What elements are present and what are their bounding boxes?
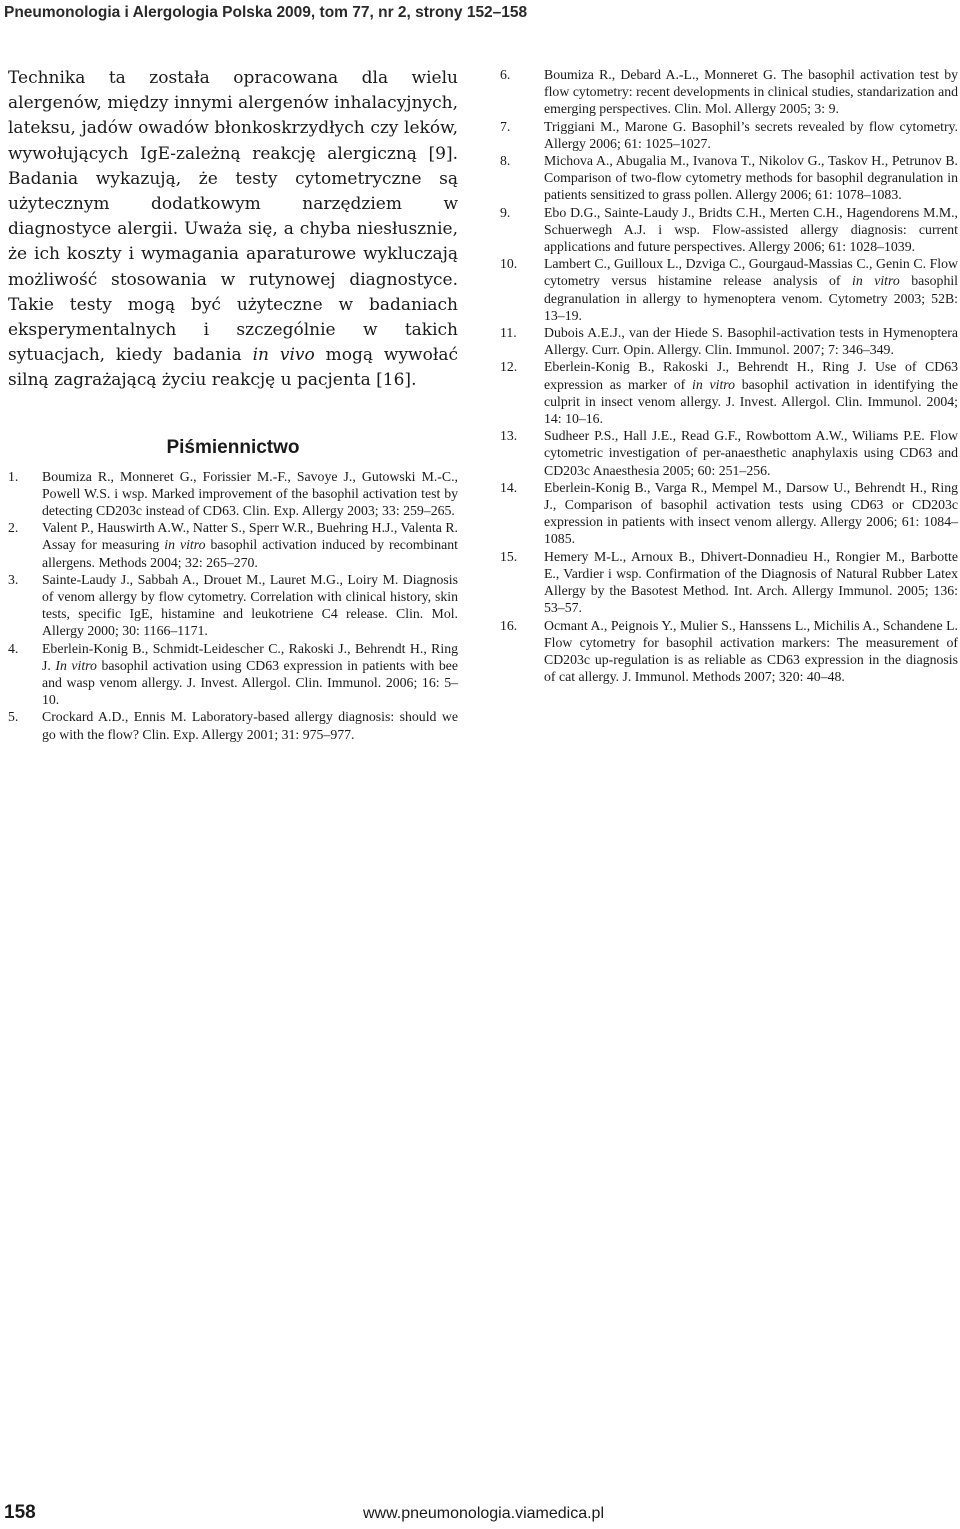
reference-item: [500, 204, 958, 256]
italic-term: in vitro: [852, 273, 900, 289]
reference-text: Boumiza R., Monneret G., Forissier M.-F., Savoye J., Gutowski M.-C., Powell W.S. i wsp. Marked improvement of the basophil activation test by detecting CD203c instead of CD63. Clin. Exp. Allergy 2003; 33: 259–265.: [42, 468, 458, 519]
right-column: [500, 66, 958, 685]
italic-term: In vitro: [55, 657, 97, 673]
reference-item: [8, 468, 458, 520]
reference-item: [500, 324, 958, 358]
reference-item: [8, 708, 458, 742]
reference-text: Hemery M-L., Arnoux B., Dhivert-Donnadieu H., Rongier M., Barbotte E., Vardier i wsp. Confirmation of the Diagnosis of Natural Rubber Latex Allergy by the Basotest Method. Int. Arch. Allergy Immunol. 2005; 136: 53–57.: [544, 548, 958, 616]
reference-item: [500, 427, 958, 479]
reference-text: Eberlein-Konig B., Varga R., Mempel M., Darsow U., Behrendt H., Ring J., Comparison of basophil activation tests using CD63 or CD203c expression in patients with insect venom allergy. Allergy 2006; 61: 1084–1085.: [544, 479, 958, 547]
reference-number: 9.: [500, 204, 511, 220]
reference-number: 3.: [8, 571, 19, 587]
reference-text: Dubois A.E.J., van der Hiede S. Basophil-activation tests in Hymenoptera Allergy. Curr. Opin. Allergy. Clin. Immunol. 2007; 7: 346–349.: [544, 325, 958, 358]
body-paragraph-italic: in vivo: [252, 345, 315, 366]
reference-number: 7.: [500, 118, 511, 134]
reference-number: 15.: [500, 548, 518, 564]
left-column: [8, 66, 458, 743]
reference-number: 8.: [500, 153, 511, 169]
reference-number: 10.: [500, 256, 518, 272]
body-paragraph: [8, 66, 458, 394]
reference-number: 16.: [500, 617, 518, 633]
reference-text: Sudheer P.S., Hall J.E., Read G.F., Rowbottom A.W., Wiliams P.E. Flow cytometric investigation of per-anaesthetic anaphylaxis using CD63 and CD203c Anaesthesia 2005; 60: 251–256.: [544, 428, 958, 478]
references-heading: Piśmiennictwo: [166, 436, 300, 458]
reference-number: 5.: [8, 709, 19, 725]
reference-item: [8, 519, 458, 571]
reference-text: Valent P., Hauswirth A.W., Natter S., Sperr W.R., Buehring H.J., Valenta R. Assay for measuring in vitro basophil activation induced by recombinant allergens. Methods 2004; 32: 265–270.: [42, 520, 458, 570]
reference-text: Ocmant A., Peignois Y., Mulier S., Hanssens L., Michilis A., Schandene L. Flow cytometry for basophil activation markers: The measurement of CD203c up-regulation is as reliable as CD63 expression in the diagnosis of cat allergy. J. Immunol. Methods 2007; 320: 40–48.: [544, 617, 958, 685]
reference-text: Crockard A.D., Ennis M. Laboratory-based allergy diagnosis: should we go with the flow? Clin. Exp. Allergy 2001; 31: 975–977.: [42, 709, 458, 742]
reference-item: [500, 152, 958, 204]
body-paragraph-end: mogą wywołać silną zagrażającą życiu reakcję u pacjenta [16].: [8, 345, 458, 391]
journal-url: www.pneumonologia.viamedica.pl: [362, 1505, 604, 1522]
reference-number: 4.: [8, 640, 19, 656]
page-number: 158: [4, 1502, 36, 1523]
reference-item: [500, 617, 958, 686]
reference-text: Sainte-Laudy J., Sabbah A., Drouet M., Lauret M.G., Loiry M. Diagnosis of venom allergy by flow cytometry. Correlation with clinical history, skin tests, specific IgE, histamine and leukotriene C4 release. Clin. Mol. Allergy 2000; 30: 1166–1171.: [42, 571, 458, 639]
reference-number: 13.: [500, 428, 518, 444]
reference-number: 2.: [8, 520, 19, 536]
reference-text: Boumiza R., Debard A.-L., Monneret G. The basophil activation test by flow cytometry: recent developments in clinical studies, standarization and emerging perspectives. Clin. Mol. Allergy 2005; 3: 9.: [544, 67, 958, 117]
reference-item: [8, 571, 458, 640]
reference-item: [500, 118, 958, 152]
italic-term: in vitro: [164, 537, 206, 553]
reference-text: Ebo D.G., Sainte-Laudy J., Bridts C.H., Merten C.H., Hagendorens M.M., Schuerwegh A.J. i wsp. Flow-assisted allergy diagnosis: current applications and future perspectives. Allergy 2006; 61: 1028–1039.: [544, 204, 958, 255]
reference-number: 14.: [500, 479, 518, 495]
reference-text: Michova A., Abugalia M., Ivanova T., Nikolov G., Taskov H., Petrunov B. Comparison of two-flow cytometry methods for basophil degranulation in patients sensitized to grass pollen. Allergy 2006; 61: 1078–1083.: [544, 153, 958, 203]
reference-item: [500, 479, 958, 548]
reference-number: 12.: [500, 359, 518, 375]
reference-number: 6.: [500, 67, 511, 82]
journal-header: Pneumonologia i Alergologia Polska 2009, tom 77, nr 2, strony 152–158: [4, 4, 528, 21]
body-paragraph-text: Technika ta została opracowana dla wielu alergenów, między innymi alergenów inhalacyjnych, lateksu, jadów owadów błonkoskrzydłych czy leków, wywołujących IgE-zależną reakcję alergiczną [9]. Badania wykazują, że testy cytometryczne są użytecznym dodatkowym narzędziem w diagnostyce alergii. Uważa się, a chyba niesłusznie, że ich koszty i wymagania aparaturowe wykluczają możliwość stosowania w rutynowej diagnostyce. Takie testy mogą być użyteczne w badaniach eksperymentalnych i szczególnie w takich sytuacjach, kiedy badania: [8, 68, 458, 366]
reference-number: 11.: [500, 325, 517, 341]
reference-item: [500, 358, 958, 427]
italic-term: in vitro: [692, 376, 736, 392]
reference-item: [500, 255, 958, 324]
reference-item: [8, 640, 458, 709]
references-list-right: [500, 66, 958, 685]
reference-text: Triggiani M., Marone G. Basophil’s secrets revealed by flow cytometry. Allergy 2006; 61: 1025–1027.: [544, 118, 958, 151]
references-list-left: [8, 468, 458, 743]
reference-item: [500, 548, 958, 617]
reference-number: 1.: [8, 468, 19, 484]
reference-text: Eberlein-Konig B., Rakoski J., Behrendt H., Ring J. Use of CD63 expression as marker of in vitro basophil activation in identifying the culprit in insect venom allergy. J. Invest. Allergol. Clin. Immunol. 2004; 14: 10–16.: [544, 359, 958, 427]
reference-item: [500, 66, 958, 118]
reference-text: Lambert C., Guilloux L., Dzviga C., Gourgaud-Massias C., Genin C. Flow cytometry versus histamine release analysis of in vitro basophil degranulation in allergy to hymenoptera venom. Cytometry 2003; 52B: 13–19.: [544, 256, 959, 323]
reference-text: Eberlein-Konig B., Schmidt-Leidescher C., Rakoski J., Behrendt H., Ring J. In vitro basophil activation using CD63 expression in patients with bee and wasp venom allergy. J. Invest. Allergol. Clin. Immunol. 2006; 16: 5–10.: [42, 640, 458, 708]
